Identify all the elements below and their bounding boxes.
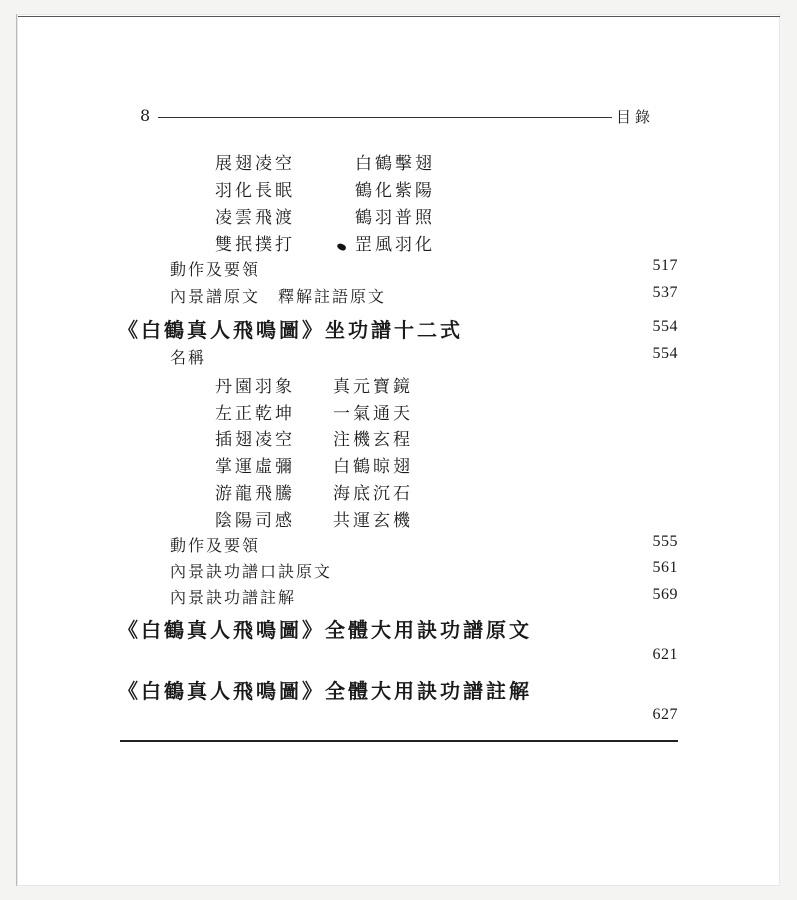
form-name-right: 一氣通天 [333, 404, 413, 424]
toc-entry-label[interactable]: 內景譜原文 釋解註語原文 [170, 287, 387, 306]
form-name-left: 游龍飛騰 [215, 484, 295, 504]
toc-entry-label[interactable]: 內景訣功譜口訣原文 [170, 562, 333, 581]
section-heading-page: 627 [652, 706, 678, 723]
toc-entry-page: 537 [652, 284, 678, 301]
section-heading[interactable]: 《白鶴真人飛鳴圖》全體大用訣功譜註解 [118, 679, 532, 703]
toc-entry-label[interactable]: 動作及要領 [170, 260, 261, 279]
form-name-left: 展翅凌空 [215, 154, 295, 174]
toc-entry-label[interactable]: 內景訣功譜註解 [170, 588, 297, 607]
form-name-right: 注機玄程 [333, 430, 413, 450]
section-heading[interactable]: 《白鶴真人飛鳴圖》坐功譜十二式 [118, 318, 463, 342]
section-heading[interactable]: 《白鶴真人飛鳴圖》全體大用訣功譜原文 [118, 618, 532, 642]
top-border-rule [18, 16, 780, 17]
form-name-left: 雙抿撲打 [215, 235, 295, 255]
toc-entry-page: 554 [652, 345, 678, 362]
header-rule [158, 117, 612, 118]
form-name-left: 左正乾坤 [215, 404, 295, 424]
form-name-right: 海底沉石 [333, 484, 413, 504]
section-heading-page: 621 [652, 646, 678, 663]
form-name-left: 掌運虛彌 [215, 457, 295, 477]
form-name-right: 罡風羽化 [355, 235, 435, 255]
form-name-right: 鶴化紫陽 [355, 181, 435, 201]
form-name-left: 陰陽司感 [215, 511, 295, 531]
form-name-right: 白鶴擊翅 [355, 154, 435, 174]
page-sheet [16, 14, 780, 886]
header-title: 目錄 [616, 108, 655, 126]
header-page-number: 8 [140, 106, 151, 125]
form-name-left: 凌雲飛渡 [215, 208, 295, 228]
toc-entry-label[interactable]: 名稱 [170, 348, 207, 367]
toc-entry-page: 561 [652, 559, 678, 576]
bottom-rule [120, 740, 678, 742]
form-name-right: 真元寶鏡 [333, 377, 413, 397]
toc-entry-page: 569 [652, 586, 678, 603]
form-name-right: 共運玄機 [333, 511, 413, 531]
section-heading-page: 554 [652, 318, 678, 335]
form-name-right: 白鶴晾翅 [333, 457, 413, 477]
toc-entry-page: 555 [652, 533, 678, 550]
form-name-left: 插翅凌空 [215, 430, 295, 450]
form-name-right: 鶴羽普照 [355, 208, 435, 228]
form-name-left: 丹園羽象 [215, 377, 295, 397]
form-name-left: 羽化長眠 [215, 181, 295, 201]
toc-entry-label[interactable]: 動作及要領 [170, 536, 261, 555]
toc-entry-page: 517 [652, 257, 678, 274]
